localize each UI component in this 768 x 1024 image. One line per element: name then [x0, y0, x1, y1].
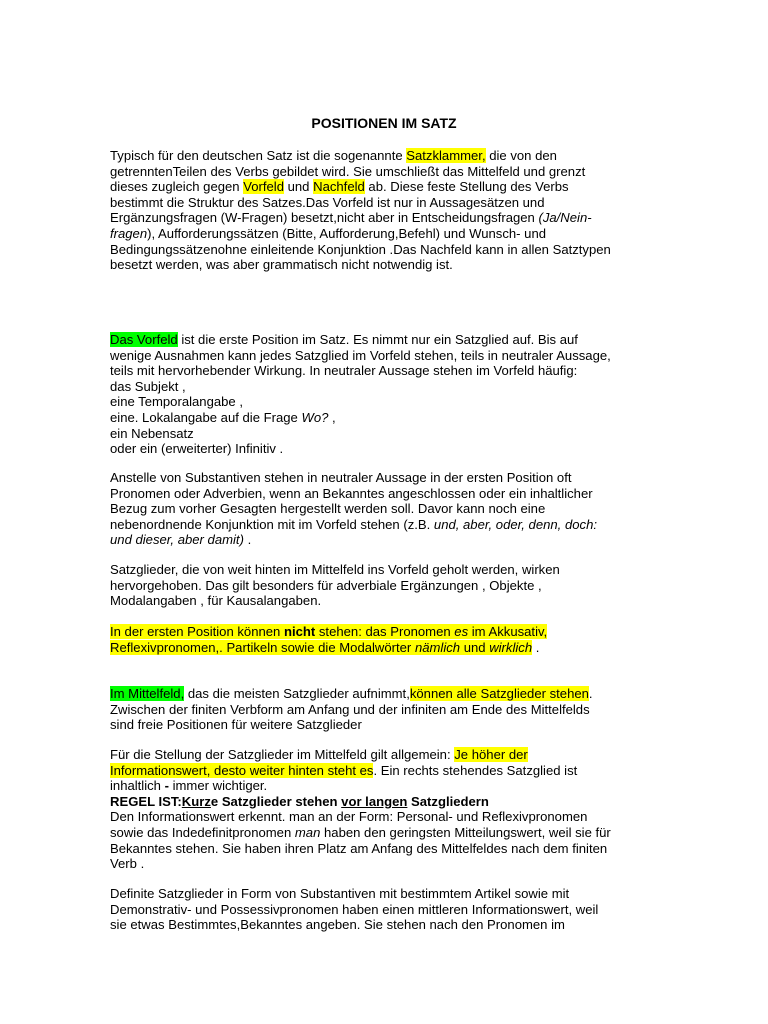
text-line: [110, 763, 658, 779]
text-run: Für die Stellung der Satzglieder im Mittelfeld gilt allgemein:: [110, 747, 455, 762]
text-line: [110, 379, 658, 395]
highlighted-text-green: Das Vorfeld: [110, 332, 178, 347]
text-line: [110, 593, 658, 609]
text-line: [110, 825, 658, 841]
text-run: Bezug zum vorher Gesagten hergestellt werden soll. Davor kann noch eine: [110, 501, 546, 517]
text-line: [110, 794, 658, 810]
highlighted-text-yellow: im Akkusativ,: [468, 624, 548, 639]
highlighted-text-yellow: Vorfeld: [243, 179, 284, 195]
text-line: [110, 702, 658, 718]
text-run: ab. Diese feste Stellung des Verbs: [364, 179, 569, 195]
text-line: [110, 902, 658, 918]
text-run: die von den: [485, 148, 557, 163]
text-run: Wo?: [301, 409, 329, 425]
text-line: [110, 578, 658, 594]
text-run: ), Aufforderungssätzen (Bitte, Aufforderung,Befehl) und Wunsch- und: [147, 225, 547, 241]
highlighted-text-yellow: Informationswert, desto weiter hinten steht es: [110, 762, 374, 778]
highlighted-text-yellow: es: [454, 624, 469, 639]
text-line: [110, 394, 658, 410]
text-line: [110, 917, 658, 933]
text-run: inhaltlich: [110, 778, 165, 794]
highlighted-text-yellow: und: [460, 639, 490, 655]
text-line: [110, 809, 658, 825]
text-line: [110, 886, 658, 902]
text-line: [110, 517, 658, 533]
text-line: [110, 532, 658, 548]
text-line: [110, 856, 658, 872]
text-run: .: [532, 639, 540, 655]
text-line: [110, 470, 658, 486]
text-run: . Ein rechts stehendes Satzglied ist: [373, 762, 578, 778]
text-run: immer wichtiger.: [168, 778, 268, 794]
highlighted-text-yellow: wirklich: [489, 639, 533, 655]
highlighted-text-green: Im Mittelfeld,: [110, 686, 185, 701]
highlighted-text-yellow: nämlich: [414, 639, 461, 655]
text-line: [110, 441, 658, 457]
text-line: [110, 363, 658, 379]
text-run: besetzt werden, was aber grammatisch nicht notwendig ist.: [110, 257, 453, 273]
text-run: eine Temporalangabe ,: [110, 394, 243, 410]
text-line: [110, 148, 658, 164]
text-line: [110, 640, 658, 656]
highlighted-text-yellow: Je höher der: [454, 747, 528, 762]
text-line: [110, 210, 658, 226]
text-line: [110, 717, 658, 733]
text-run: hervorgehoben. Das gilt besonders für adverbiale Ergänzungen , Objekte ,: [110, 577, 542, 593]
text-line: [110, 348, 658, 364]
text-run: Modalangaben , für Kausalangaben.: [110, 593, 322, 609]
text-run: .: [588, 686, 593, 701]
paragraph-stellung-mittelfeld: [110, 747, 658, 872]
text-run: sind freie Positionen für weitere Satzglieder: [110, 717, 362, 733]
text-run: man: [294, 824, 321, 840]
text-run: haben den geringsten Mitteilungswert, weil sie für: [320, 824, 611, 840]
highlighted-text-yellow: Satzklammer,: [406, 148, 486, 163]
text-line: [110, 841, 658, 857]
text-run: Pronomen oder Adverbien, wenn an Bekanntes angeschlossen oder ein inhaltlicher: [110, 485, 593, 501]
text-run: Verb .: [110, 856, 145, 872]
document-title: POSITIONEN IM SATZ: [311, 115, 457, 131]
paragraph-erste-position-nicht: [110, 624, 658, 655]
highlighted-text-yellow: Reflexivpronomen,. Partikeln sowie die Modalwörter: [110, 639, 415, 655]
text-line: [110, 562, 658, 578]
text-run: ,: [328, 409, 336, 425]
text-run: sie etwas Bestimmtes,Bekanntes angeben. Sie stehen nach den Pronomen im: [110, 917, 565, 933]
text-run: Bedingungssätzenohne einleitende Konjunktion .Das Nachfeld kann in allen Satztypen: [110, 241, 611, 257]
text-run: fragen: [110, 225, 148, 241]
text-run: getrenntenTeilen des Verbs gebildet wird. Sie umschließt das Mittelfeld und grenzt: [110, 163, 586, 179]
text-run: wenige Ausnahmen kann jedes Satzglied im Vorfeld stehen, teils in neutraler Aussage,: [110, 347, 611, 363]
text-run: ist die erste Position im Satz. Es nimmt nur ein Satzglied auf. Bis auf: [177, 332, 578, 347]
highlighted-text-yellow: nicht: [283, 624, 316, 639]
text-line: [110, 501, 658, 517]
highlighted-text-yellow: stehen: das Pronomen: [315, 624, 455, 639]
text-line: [110, 195, 658, 211]
text-run: Den Informationswert erkennt. man an der Form: Personal- und Reflexivpronomen: [110, 809, 588, 825]
text-run: nebenordnende Konjunktion mit im Vorfeld stehen (z.B.: [110, 516, 434, 532]
text-line: [110, 410, 658, 426]
text-run: REGEL IST:: [110, 793, 182, 809]
paragraph-satzklammer-intro: [110, 148, 658, 273]
text-run: Satzgliedern: [407, 793, 489, 809]
text-run: eine. Lokalangabe auf die Frage: [110, 409, 302, 425]
text-run: Kurz: [181, 793, 211, 809]
text-run: Definite Satzglieder in Form von Substantiven mit bestimmtem Artikel sowie mit: [110, 886, 570, 901]
text-line: [110, 332, 658, 348]
text-run: das die meisten Satzglieder aufnimmt,: [184, 686, 410, 701]
text-line: [110, 686, 658, 702]
text-run: sowie das Indedefinitpronomen: [110, 824, 295, 840]
text-run: dieses zugleich gegen: [110, 179, 244, 195]
paragraph-vorfeld: [110, 332, 658, 457]
text-line: [110, 242, 658, 258]
text-run: Bekanntes stehen. Sie haben ihren Platz am Anfang des Mittelfeldes nach dem finiten: [110, 840, 608, 856]
text-run: bestimmt die Struktur des Satzes.Das Vorfeld ist nur in Aussagesätzen und: [110, 194, 545, 210]
text-run: oder ein (erweiterter) Infinitiv .: [110, 441, 284, 457]
highlighted-text-yellow: können alle Satzglieder stehen: [409, 686, 589, 701]
text-run: vor langen: [341, 793, 408, 809]
text-run: teils mit hervorhebender Wirkung. In neutraler Aussage stehen im Vorfeld häufig:: [110, 363, 578, 379]
text-run: e Satzglieder stehen: [210, 793, 342, 809]
text-run: (Ja/Nein-: [538, 210, 592, 226]
text-line: [110, 257, 658, 273]
highlighted-text-yellow: In der ersten Position können: [110, 624, 284, 639]
paragraph-satzglieder-hinten: [110, 562, 658, 609]
text-line: [110, 179, 658, 195]
text-run: Anstelle von Substantiven stehen in neutraler Aussage in der ersten Position oft: [110, 470, 572, 485]
text-line: [110, 486, 658, 502]
text-run: und, aber, oder, denn, doch:: [433, 516, 597, 532]
text-run: das Subjekt ,: [110, 378, 186, 394]
paragraph-mittelfeld: [110, 686, 658, 733]
text-run: Demonstrativ- und Possessivpronomen haben einen mittleren Informationswert, weil: [110, 901, 599, 917]
text-run: -: [164, 778, 169, 794]
text-run: Satzglieder, die von weit hinten im Mittelfeld ins Vorfeld geholt werden, wirken: [110, 562, 560, 577]
text-run: Zwischen der finiten Verbform am Anfang und der infiniten am Ende des Mittelfelds: [110, 701, 590, 717]
highlighted-text-yellow: Nachfeld: [313, 179, 365, 195]
text-line: [110, 226, 658, 242]
text-run: Typisch für den deutschen Satz ist die sogenannte: [110, 148, 407, 163]
text-line: [110, 426, 658, 442]
paragraph-substantive: [110, 470, 658, 548]
text-run: und dieser, aber damit): [110, 532, 244, 548]
text-run: Ergänzungsfragen (W-Fragen) besetzt,nicht aber in Entscheidungsfragen: [110, 210, 539, 226]
text-run: .: [243, 532, 252, 548]
text-line: [110, 624, 658, 640]
paragraph-definite-satzglieder: [110, 886, 658, 933]
text-run: ein Nebensatz: [110, 425, 194, 441]
text-line: [110, 778, 658, 794]
text-run: und: [283, 179, 314, 195]
text-line: [110, 747, 658, 763]
text-line: [110, 164, 658, 180]
